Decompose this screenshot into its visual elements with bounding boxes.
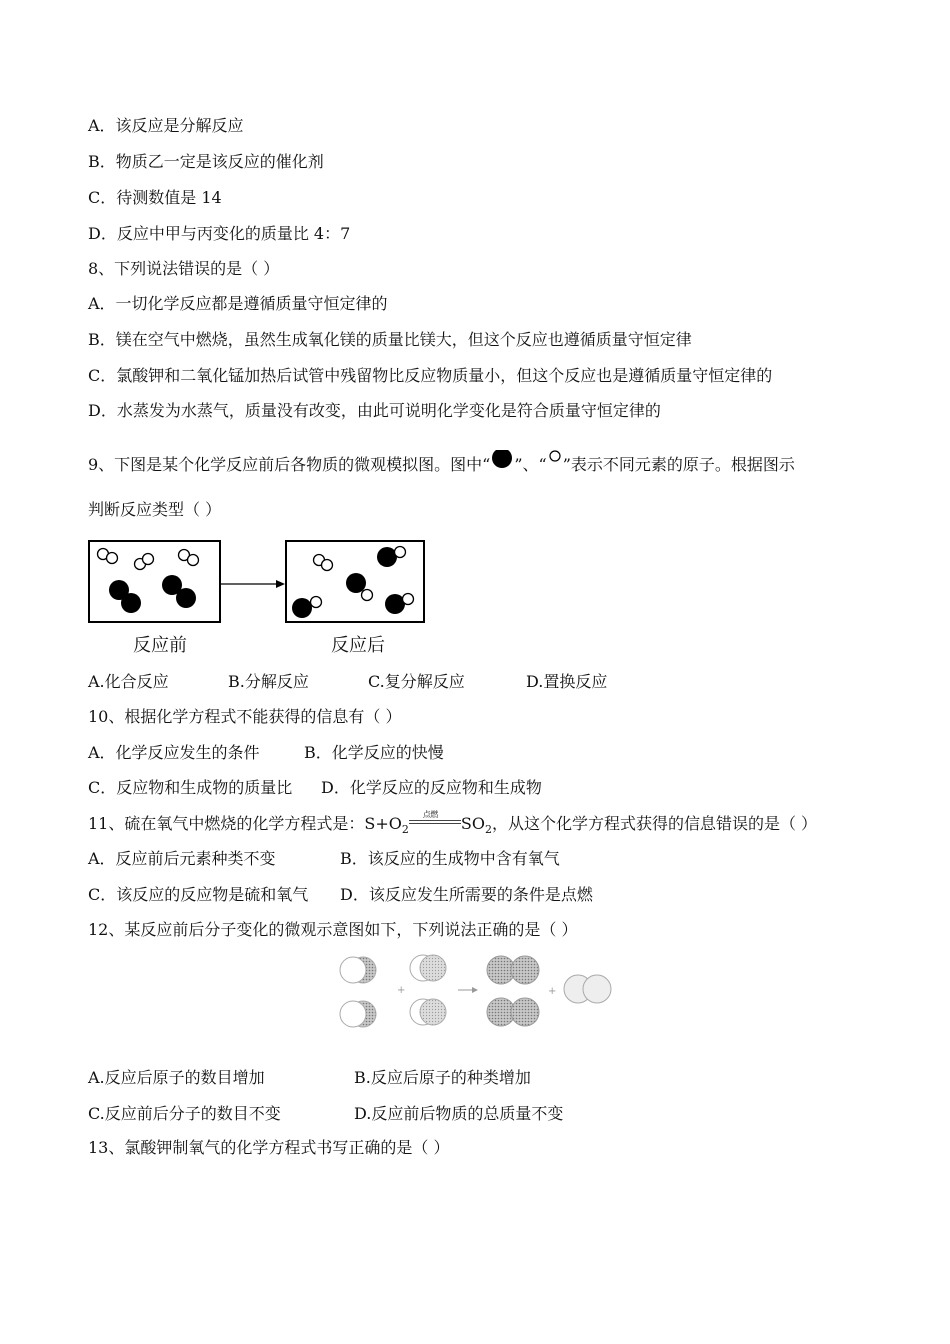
q9-option-c: C.复分解反应 xyxy=(368,672,465,691)
q9-reaction-diagram xyxy=(88,540,428,625)
q11-option-c: C．该反应的反应物是硫和氧气 xyxy=(88,885,309,904)
reaction-arrow xyxy=(221,580,285,588)
q7-option-c: C．待测数值是 14 xyxy=(88,188,222,207)
q9-stem-part2: ”、“ xyxy=(514,455,547,474)
q10-option-a: A．化学反应发生的条件 xyxy=(88,743,260,762)
product-molecule-white xyxy=(564,975,611,1003)
q7-option-d: D．反应中甲与丙变化的质量比 4：7 xyxy=(88,224,351,243)
q12-option-b: B.反应后原子的种类增加 xyxy=(354,1068,531,1087)
q10-stem: 10、根据化学方程式不能获得的信息有（ ） xyxy=(88,707,402,726)
q7-option-b: B．物质乙一定是该反应的催化剂 xyxy=(88,152,324,171)
q11-stem-sub2: 2 xyxy=(484,823,492,837)
q10-option-b: B．化学反应的快慢 xyxy=(304,743,444,762)
q9-stem xyxy=(88,450,795,475)
q8-option-c: C．氯酸钾和二氧化锰加热后试管中残留物比反应物质量小，但这个反应也是遵循质量守恒定律的 xyxy=(88,366,773,385)
q11-option-a: A．反应前后元素种类不变 xyxy=(88,849,276,868)
white-atom-icon xyxy=(547,450,563,468)
q11-option-d: D．该反应发生所需要的条件是点燃 xyxy=(340,885,593,904)
black-atom-icon xyxy=(490,450,514,472)
q11-condition: 点燃 xyxy=(422,810,438,819)
label-after-reaction: 反应后 xyxy=(331,635,385,656)
q9-stem-line2: 判断反应类型（ ） xyxy=(88,500,222,519)
q9-option-b: B.分解反应 xyxy=(228,672,309,691)
q11-stem-mid: SO xyxy=(460,814,485,833)
q11-option-b: B．该反应的生成物中含有氧气 xyxy=(340,849,560,868)
q7-option-a: A．该反应是分解反应 xyxy=(88,116,244,135)
q9-option-a: A.化合反应 xyxy=(88,672,169,691)
q8-stem: 8、下列说法错误的是（ ） xyxy=(88,259,280,278)
q8-option-a: A．一切化学反应都是遵循质量守恒定律的 xyxy=(88,294,388,313)
reactant-molecules-b xyxy=(410,955,446,1025)
q10-option-d: D．化学反应的反应物和生成物 xyxy=(321,778,542,797)
product-molecules xyxy=(487,956,539,1026)
q8-option-b: B．镁在空气中燃烧，虽然生成氧化镁的质量比镁大，但这个反应也遵循质量守恒定律 xyxy=(88,330,692,349)
q8-option-d: D．水蒸发为水蒸气，质量没有改变，由此可说明化学变化是符合质量守恒定律的 xyxy=(88,401,661,420)
q11-stem-post: ，从这个化学方程式获得的信息错误的是（ ） xyxy=(491,814,818,833)
q11-stem xyxy=(88,810,818,840)
q10-option-c: C．反应物和生成物的质量比 xyxy=(88,778,293,797)
reactant-molecules-a xyxy=(340,957,376,1027)
plus-sign-1: + xyxy=(397,985,406,996)
q13-stem: 13、氯酸钾制氧气的化学方程式书写正确的是（ ） xyxy=(88,1138,450,1157)
q12-option-d: D.反应前后物质的总质量不变 xyxy=(354,1104,564,1123)
q9-option-d: D.置换反应 xyxy=(526,672,608,691)
q12-molecule-diagram xyxy=(335,948,615,1038)
q9-stem-part3: ”表示不同元素的原子。根据图示 xyxy=(562,455,795,474)
q11-equation-arrow xyxy=(409,810,461,827)
q11-stem-pre: 11、硫在氧气中燃烧的化学方程式是：S+O xyxy=(88,814,402,833)
q9-stem-part1: 9、下图是某个化学反应前后各物质的微观模拟图。图中“ xyxy=(88,455,491,474)
q12-option-c: C.反应前后分子的数目不变 xyxy=(88,1104,281,1123)
q12-option-a: A.反应后原子的数目增加 xyxy=(88,1068,265,1087)
q12-stem: 12、某反应前后分子变化的微观示意图如下，下列说法正确的是（ ） xyxy=(88,920,578,939)
label-before-reaction: 反应前 xyxy=(133,635,187,656)
q11-stem-sub: 2 xyxy=(401,823,409,837)
plus-sign-2: + xyxy=(548,986,557,997)
q12-arrow xyxy=(458,987,478,993)
